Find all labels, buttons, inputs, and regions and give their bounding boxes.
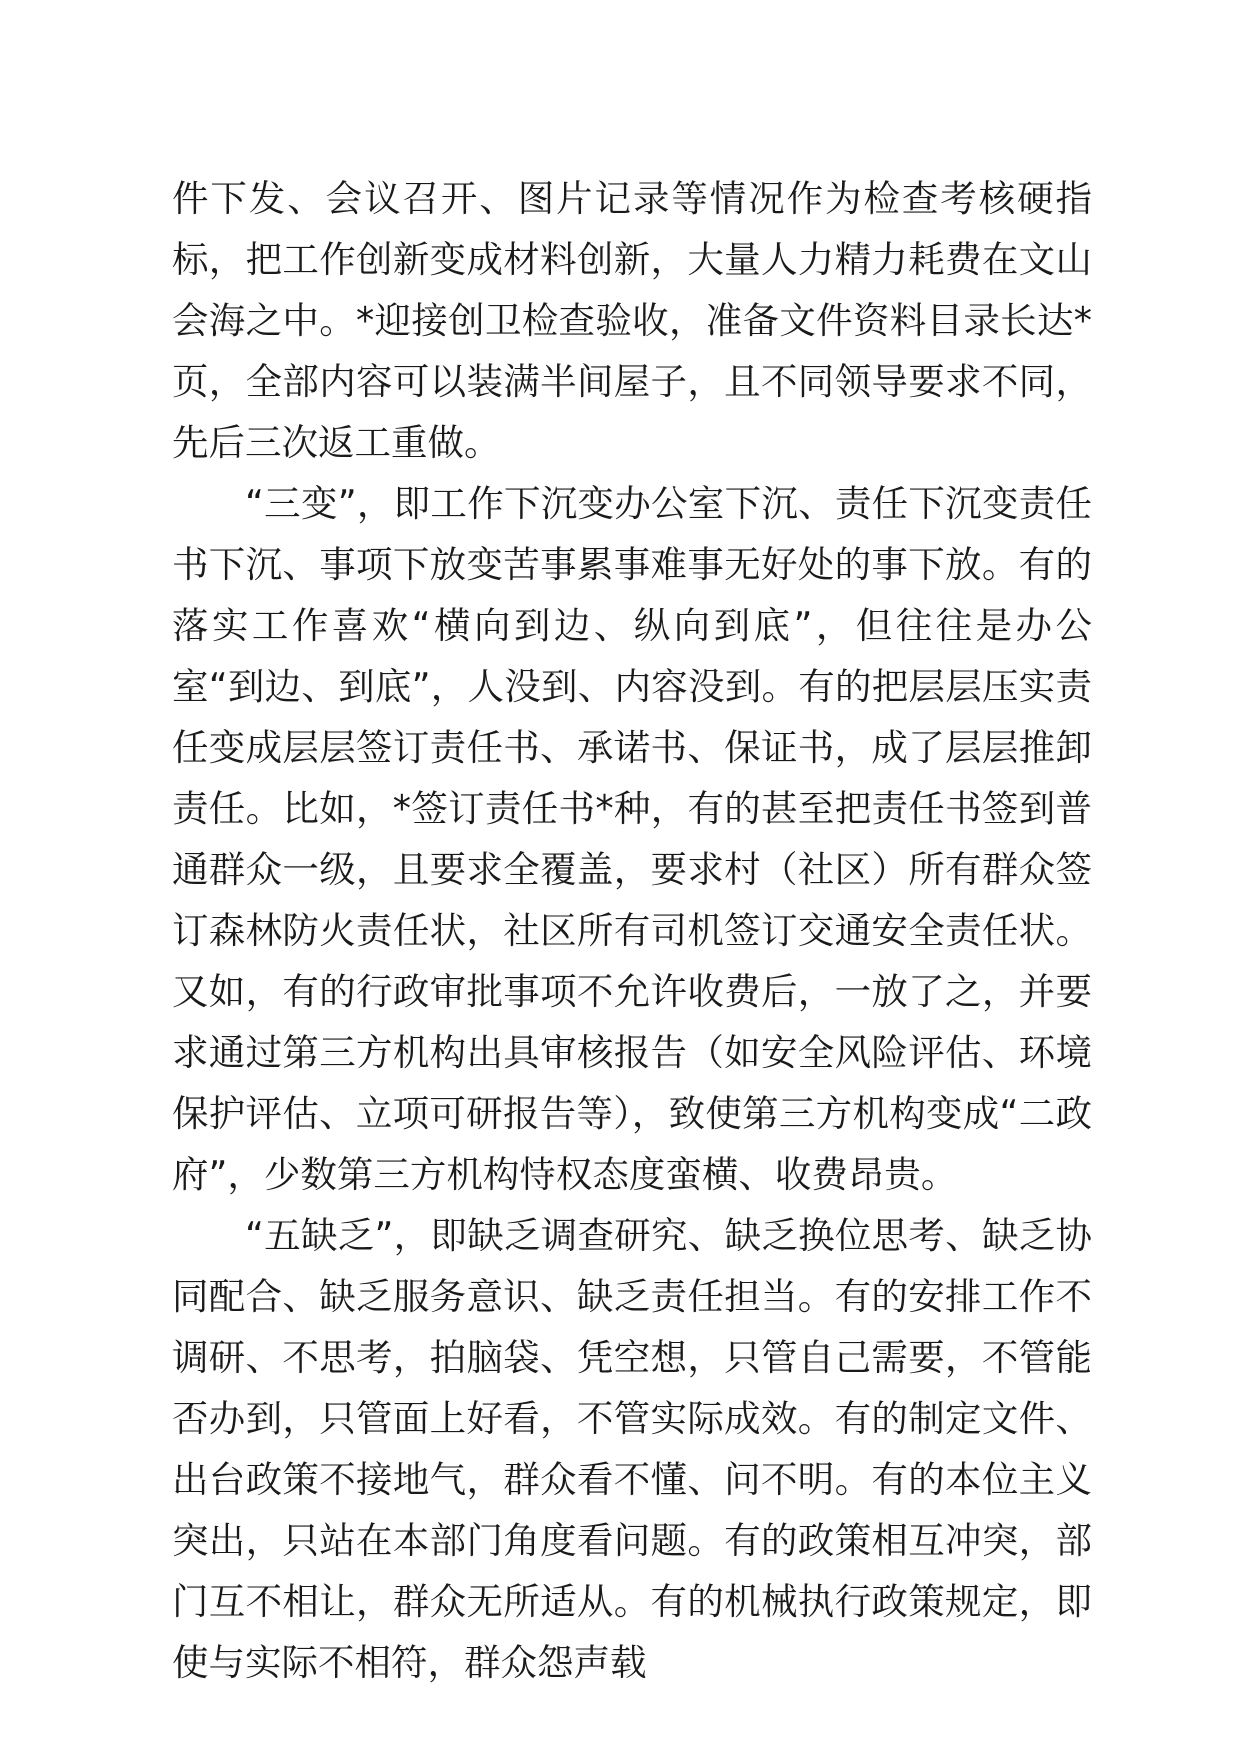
paragraph-three-changes: “三变”，即工作下沉变办公室下沉、责任下沉变责任书下沉、事项下放变苦事累事难事无好处的事下放。有的落实工作喜欢“横向到边、纵向到底”，但往往是办公室“到边、到底”，人没到、内容没到。有的把层层压实责任变成层层签订责任书、承诺书、保证书，成了层层推卸责任。比如，*签订责任书*种，有的甚至把责任书签到普通群众一级，且要求全覆盖，要求村（社区）所有群众签订森林防火责任状，社区所有司机签订交通安全责任状。又如，有的行政审批事项不允许收费后，一放了之，并要求通过第三方机构出具审核报告（如安全风险评估、环境保护评估、立项可研报告等），致使第三方机构变成“二政府”，少数第三方机构恃权态度蛮横、收费昂贵。 [172, 482, 1092, 1196]
document-body [172, 168, 1092, 1693]
paragraph-continued: 件下发、会议召开、图片记录等情况作为检查考核硬指标，把工作创新变成材料创新，大量人力精力耗费在文山会海之中。*迎接创卫检查验收，准备文件资料目录长达*页，全部内容可以装满半间屋子，且不同领导要求不同，先后三次返工重做。 [172, 177, 1092, 464]
paragraph-five-lacks: “五缺乏”，即缺乏调查研究、缺乏换位思考、缺乏协同配合、缺乏服务意识、缺乏责任担当。有的安排工作不调研、不思考，拍脑袋、凭空想，只管自己需要，不管能否办到，只管面上好看，不管实际成效。有的制定文件、出台政策不接地气，群众看不懂、问不明。有的本位主义突出，只站在本部门角度看问题。有的政策相互冲突，部门互不相让，群众无所适从。有的机械执行政策规定，即使与实际不相符，群众怨声载 [172, 1214, 1092, 1684]
